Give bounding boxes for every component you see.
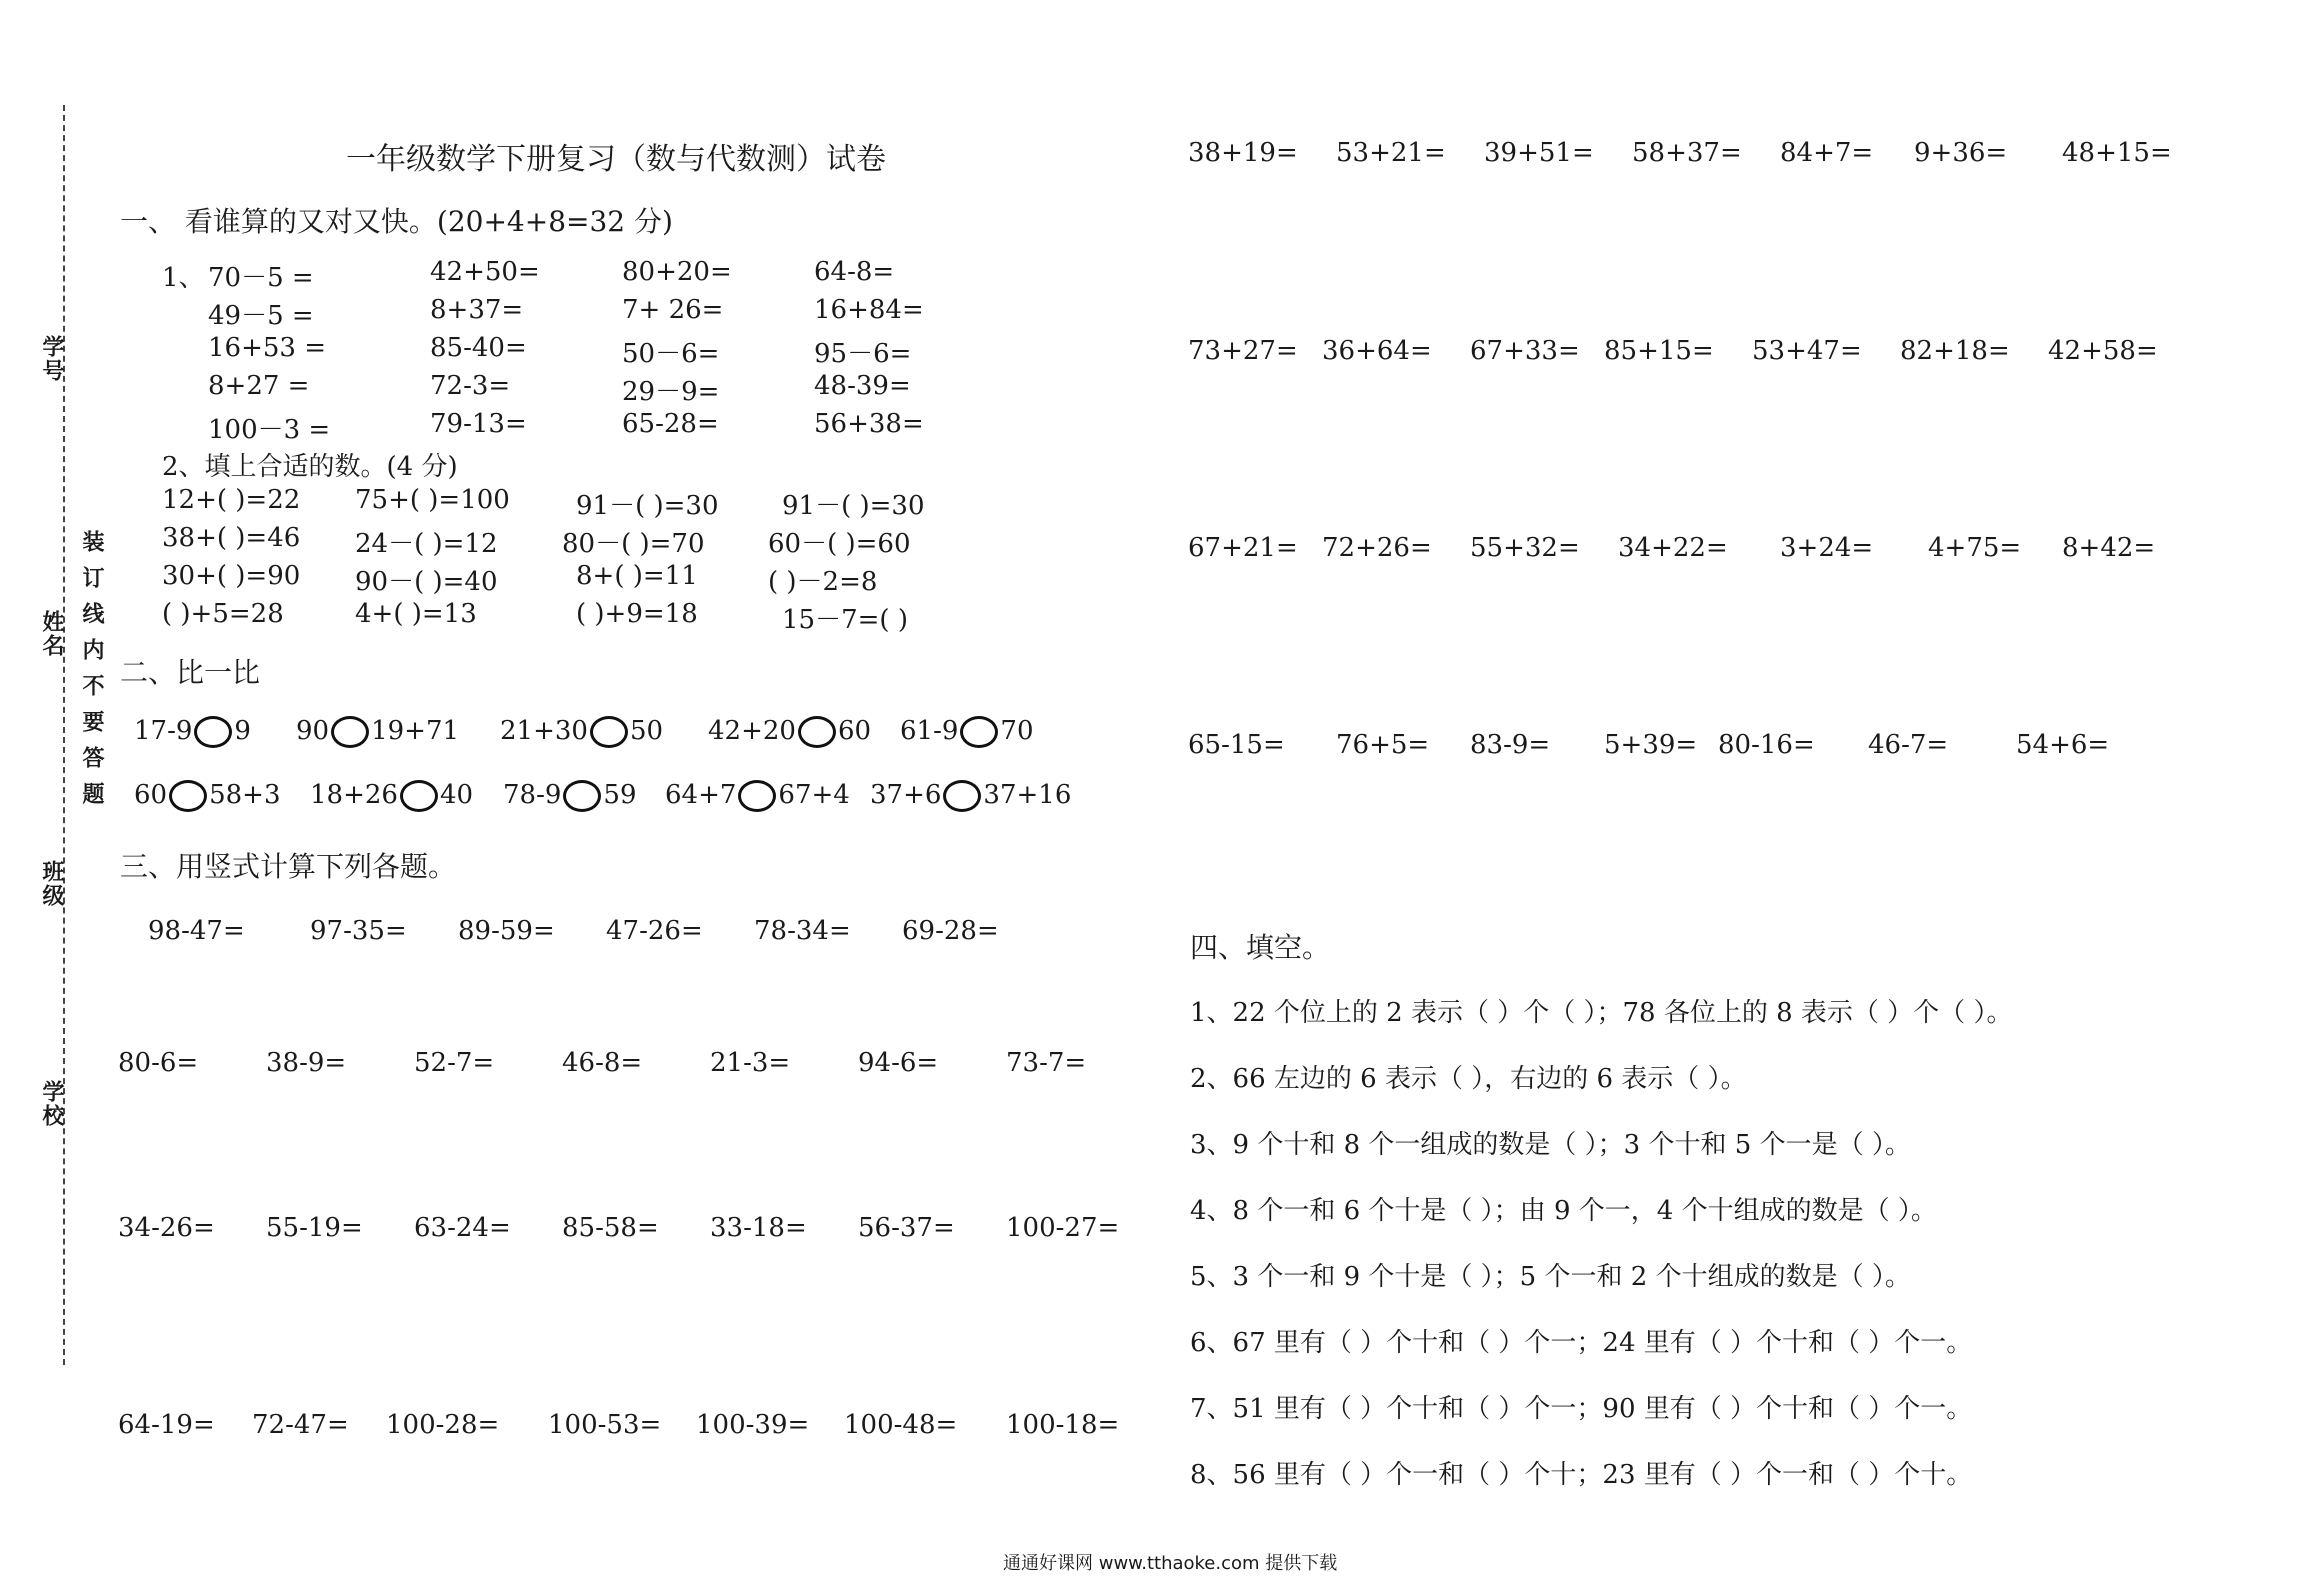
vertical-calc-item: 84+7= bbox=[1780, 138, 1874, 168]
compare-left: 17-9 bbox=[134, 716, 193, 746]
vertical-calc-item: 69-28= bbox=[902, 916, 999, 946]
footer-credit: 通通好课网 www.tthaoke.com 提供下载 bbox=[1003, 1553, 1338, 1574]
compare-left: 42+20 bbox=[708, 716, 796, 746]
vertical-calc-item: 73+27= bbox=[1188, 336, 1298, 366]
vertical-calc-item: 34+22= bbox=[1618, 533, 1728, 563]
compare-item bbox=[296, 716, 459, 748]
section3-heading: 三、用竖式计算下列各题。 bbox=[120, 850, 457, 883]
vertical-calc-item: 63-24= bbox=[414, 1213, 511, 1243]
vertical-calc-item: 100-28= bbox=[386, 1410, 500, 1440]
compare-left: 61-9 bbox=[900, 716, 959, 746]
compare-item bbox=[900, 716, 1034, 748]
vertical-calc-item: 100-39= bbox=[696, 1410, 810, 1440]
compare-item bbox=[310, 780, 473, 812]
fill-item: 80－( )=70 bbox=[562, 529, 705, 559]
vertical-calc-item: 9+36= bbox=[1914, 138, 2008, 168]
fill-item: ( )+5=28 bbox=[162, 599, 284, 629]
compare-left: 78-9 bbox=[503, 780, 562, 810]
compare-left: 90 bbox=[296, 716, 330, 746]
fill-item: ( )+9=18 bbox=[576, 599, 698, 629]
vertical-calc-item: 34-26= bbox=[118, 1213, 215, 1243]
vertical-calc-item: 89-59= bbox=[458, 916, 555, 946]
compare-circle bbox=[331, 716, 369, 748]
compare-right: 60 bbox=[837, 716, 872, 746]
fill-item: 60－( )=60 bbox=[768, 529, 911, 559]
vertical-calc-item: 80-16= bbox=[1718, 730, 1815, 760]
calc-item: 42+50= bbox=[430, 257, 540, 287]
vertical-calc-item: 85-58= bbox=[562, 1213, 659, 1243]
fill-item: 4+( )=13 bbox=[355, 599, 477, 629]
vertical-calc-item: 36+64= bbox=[1322, 336, 1432, 366]
fill-item: 15－7=( ) bbox=[782, 605, 908, 635]
compare-right: 59 bbox=[603, 780, 637, 810]
compare-circle bbox=[943, 780, 981, 812]
calc-item: 29－9= bbox=[622, 377, 720, 407]
fill-blank-item: 8、56 里有（ ）个一和（ ）个十；23 里有（ ）个一和（ ）个十。 bbox=[1190, 1460, 1973, 1490]
label-school: 学校 bbox=[39, 1080, 65, 1128]
vertical-calc-item: 80-6= bbox=[118, 1048, 199, 1078]
calc-item: 8+27 = bbox=[208, 371, 310, 401]
fill-blank-item: 1、22 个位上的 2 表示（ ）个（ ）；78 各位上的 8 表示（ ）个（ ）。 bbox=[1190, 998, 2013, 1028]
vertical-calc-item: 4+75= bbox=[1928, 533, 2022, 563]
fill-item: 91－( )=30 bbox=[782, 491, 925, 521]
compare-item bbox=[708, 716, 871, 748]
vertical-calc-item: 52-7= bbox=[414, 1048, 495, 1078]
vertical-calc-item: 53+21= bbox=[1336, 138, 1446, 168]
vertical-calc-item: 47-26= bbox=[606, 916, 703, 946]
vertical-calc-item: 38+19= bbox=[1188, 138, 1298, 168]
vertical-calc-item: 64-19= bbox=[118, 1410, 215, 1440]
compare-circle bbox=[563, 780, 601, 812]
calc-item: 85-40= bbox=[430, 333, 527, 363]
compare-item bbox=[665, 780, 850, 812]
fill-blank-item: 5、3 个一和 9 个十是（ ）；5 个一和 2 个十组成的数是（ ）。 bbox=[1190, 1262, 1911, 1292]
compare-left: 37+6 bbox=[870, 780, 942, 810]
vertical-calc-item: 56-37= bbox=[858, 1213, 955, 1243]
page-title: 一年级数学下册复习（数与代数测）试卷 bbox=[346, 142, 886, 177]
vertical-calc-item: 38-9= bbox=[266, 1048, 347, 1078]
vertical-calc-item: 85+15= bbox=[1604, 336, 1714, 366]
fill-item: 38+( )=46 bbox=[162, 523, 301, 553]
vertical-calc-item: 39+51= bbox=[1484, 138, 1594, 168]
compare-right: 37+16 bbox=[983, 780, 1072, 810]
calc-item: 16+84= bbox=[814, 295, 924, 325]
fill-item: 12+( )=22 bbox=[162, 485, 301, 515]
vertical-calc-item: 48+15= bbox=[2062, 138, 2172, 168]
label-name: 姓名 bbox=[39, 610, 65, 658]
fill-blank-item: 2、66 左边的 6 表示（ ），右边的 6 表示（ ）。 bbox=[1190, 1064, 1747, 1094]
fill-blank-item: 7、51 里有（ ）个十和（ ）个一；90 里有（ ）个十和（ ）个一。 bbox=[1190, 1394, 1973, 1424]
calc-item: 8+37= bbox=[430, 295, 524, 325]
vertical-calc-item: 67+21= bbox=[1188, 533, 1298, 563]
fill-item: 91－( )=30 bbox=[576, 491, 719, 521]
section1-part1-label: 1、 bbox=[162, 263, 205, 293]
section1-part2-heading: 2、填上合适的数。(4 分) bbox=[162, 452, 458, 482]
fill-item: ( )－2=8 bbox=[768, 567, 878, 597]
vertical-calc-item: 58+37= bbox=[1632, 138, 1742, 168]
vertical-calc-item: 76+5= bbox=[1336, 730, 1430, 760]
compare-item bbox=[134, 716, 251, 748]
vertical-calc-item: 82+18= bbox=[1900, 336, 2010, 366]
calc-item: 79-13= bbox=[430, 409, 527, 439]
vertical-calc-item: 33-18= bbox=[710, 1213, 807, 1243]
calc-item: 16+53 = bbox=[208, 333, 327, 363]
compare-circle bbox=[798, 716, 836, 748]
fill-blank-item: 6、67 里有（ ）个十和（ ）个一；24 里有（ ）个十和（ ）个一。 bbox=[1190, 1328, 1973, 1358]
label-class: 班级 bbox=[39, 860, 65, 908]
vertical-calc-item: 42+58= bbox=[2048, 336, 2158, 366]
section4-heading: 四、填空。 bbox=[1190, 931, 1331, 964]
vertical-calc-item: 72-47= bbox=[252, 1410, 349, 1440]
vertical-calc-item: 100-18= bbox=[1006, 1410, 1120, 1440]
vertical-calc-item: 98-47= bbox=[148, 916, 245, 946]
compare-right: 70 bbox=[1000, 716, 1034, 746]
vertical-calc-item: 83-9= bbox=[1470, 730, 1551, 760]
vertical-calc-item: 67+33= bbox=[1470, 336, 1580, 366]
vertical-calc-item: 94-6= bbox=[858, 1048, 939, 1078]
calc-item: 65-28= bbox=[622, 409, 719, 439]
vertical-calc-item: 8+42= bbox=[2062, 533, 2156, 563]
vertical-calc-item: 46-8= bbox=[562, 1048, 643, 1078]
calc-item: 7+ 26= bbox=[622, 295, 724, 325]
compare-circle bbox=[400, 780, 438, 812]
compare-circle bbox=[590, 716, 628, 748]
calc-item: 64-8= bbox=[814, 257, 895, 287]
calc-item: 70－5 = bbox=[208, 263, 314, 293]
compare-left: 60 bbox=[134, 780, 168, 810]
calc-item: 100－3 = bbox=[208, 415, 331, 445]
compare-right: 19+71 bbox=[371, 716, 460, 746]
label-binding-note: 装订线内不要答题 bbox=[79, 530, 105, 818]
compare-right: 58+3 bbox=[209, 780, 281, 810]
vertical-calc-item: 72+26= bbox=[1322, 533, 1432, 563]
compare-right: 40 bbox=[439, 780, 474, 810]
calc-item: 50－6= bbox=[622, 339, 720, 369]
compare-item bbox=[134, 780, 281, 812]
compare-item bbox=[500, 716, 663, 748]
vertical-calc-item: 65-15= bbox=[1188, 730, 1285, 760]
vertical-calc-item: 21-3= bbox=[710, 1048, 791, 1078]
section2-heading: 二、比一比 bbox=[120, 656, 261, 689]
compare-item bbox=[503, 780, 637, 812]
vertical-calc-item: 55+32= bbox=[1470, 533, 1580, 563]
compare-left: 21+30 bbox=[500, 716, 588, 746]
vertical-calc-item: 78-34= bbox=[754, 916, 851, 946]
compare-right: 9 bbox=[234, 716, 251, 746]
vertical-calc-item: 100-27= bbox=[1006, 1213, 1120, 1243]
vertical-calc-item: 97-35= bbox=[310, 916, 407, 946]
vertical-calc-item: 46-7= bbox=[1868, 730, 1949, 760]
fill-item: 75+( )=100 bbox=[355, 485, 510, 515]
compare-left: 64+7 bbox=[665, 780, 737, 810]
compare-circle bbox=[960, 716, 998, 748]
fill-item: 8+( )=11 bbox=[576, 561, 698, 591]
calc-item: 48-39= bbox=[814, 371, 911, 401]
calc-item: 80+20= bbox=[622, 257, 732, 287]
vertical-calc-item: 3+24= bbox=[1780, 533, 1874, 563]
vertical-calc-item: 5+39= bbox=[1604, 730, 1698, 760]
fill-blank-item: 3、9 个十和 8 个一组成的数是（ ）；3 个十和 5 个一是（ ）。 bbox=[1190, 1130, 1911, 1160]
vertical-calc-item: 53+47= bbox=[1752, 336, 1862, 366]
vertical-calc-item: 100-53= bbox=[548, 1410, 662, 1440]
label-student-id: 学号 bbox=[39, 335, 65, 383]
compare-item bbox=[870, 780, 1071, 812]
compare-right: 67+4 bbox=[778, 780, 850, 810]
calc-item: 49－5 = bbox=[208, 301, 314, 331]
vertical-calc-item: 100-48= bbox=[844, 1410, 958, 1440]
fill-item: 30+( )=90 bbox=[162, 561, 301, 591]
calc-item: 95－6= bbox=[814, 339, 912, 369]
calc-item: 72-3= bbox=[430, 371, 511, 401]
vertical-calc-item: 54+6= bbox=[2016, 730, 2110, 760]
calc-item: 56+38= bbox=[814, 409, 924, 439]
fill-blank-item: 4、8 个一和 6 个十是（ ）；由 9 个一，4 个十组成的数是（ ）。 bbox=[1190, 1196, 1937, 1226]
vertical-calc-item: 73-7= bbox=[1006, 1048, 1087, 1078]
section1-heading: 一、 看谁算的又对又快。(20+4+8=32 分) bbox=[120, 205, 673, 238]
compare-circle bbox=[194, 716, 232, 748]
compare-circle bbox=[738, 780, 776, 812]
compare-circle bbox=[169, 780, 207, 812]
vertical-calc-item: 55-19= bbox=[266, 1213, 363, 1243]
fill-item: 24－( )=12 bbox=[355, 529, 498, 559]
compare-right: 50 bbox=[629, 716, 664, 746]
binding-dashed-line bbox=[63, 105, 65, 1365]
fill-item: 90－( )=40 bbox=[355, 567, 498, 597]
compare-left: 18+26 bbox=[310, 780, 398, 810]
